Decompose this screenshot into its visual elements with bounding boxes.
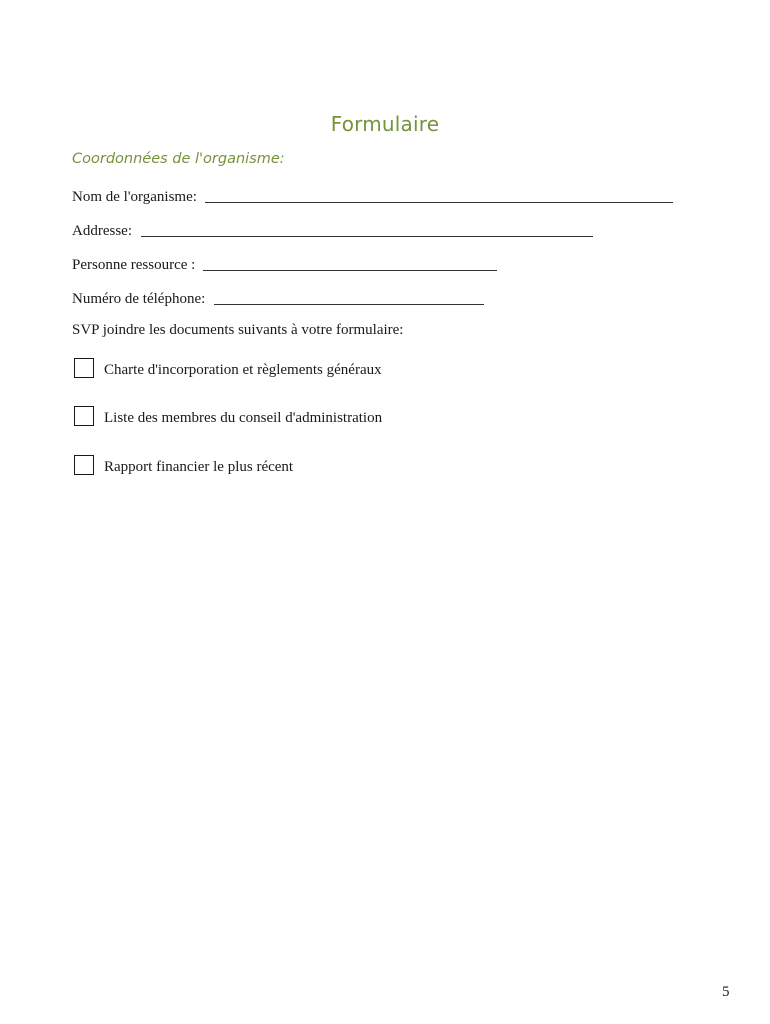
board-members-checkbox[interactable] bbox=[74, 406, 94, 426]
page-number: 5 bbox=[722, 984, 730, 1000]
address-field bbox=[72, 218, 593, 240]
address-input-line[interactable] bbox=[141, 236, 593, 237]
phone-number-field bbox=[72, 286, 484, 308]
phone-number-input-line[interactable] bbox=[214, 304, 484, 305]
contact-person-field bbox=[72, 252, 497, 274]
organization-name-input-line[interactable] bbox=[205, 202, 673, 203]
financial-report-label: Rapport financier le plus récent bbox=[104, 459, 294, 475]
document-item-board-members bbox=[74, 406, 382, 426]
charter-label: Charte d'incorporation et règlements généraux bbox=[104, 362, 382, 378]
charter-checkbox[interactable] bbox=[74, 358, 94, 378]
documents-instructions: SVP joindre les documents suivants à votre formulaire: bbox=[72, 322, 404, 338]
organization-name-label: Nom de l'organisme: bbox=[72, 189, 197, 205]
section-heading: Coordonnées de l'organisme: bbox=[72, 151, 285, 167]
document-item-financial-report bbox=[74, 455, 293, 475]
page-title: Formulaire bbox=[330, 112, 440, 136]
address-label: Addresse: bbox=[72, 223, 132, 239]
document-item-charter bbox=[74, 358, 382, 378]
contact-person-label: Personne ressource : bbox=[72, 257, 196, 273]
phone-number-label: Numéro de téléphone: bbox=[72, 291, 206, 307]
organization-name-field bbox=[72, 184, 673, 206]
financial-report-checkbox[interactable] bbox=[74, 455, 94, 475]
contact-person-input-line[interactable] bbox=[203, 270, 497, 271]
board-members-label: Liste des membres du conseil d'administration bbox=[104, 410, 383, 426]
